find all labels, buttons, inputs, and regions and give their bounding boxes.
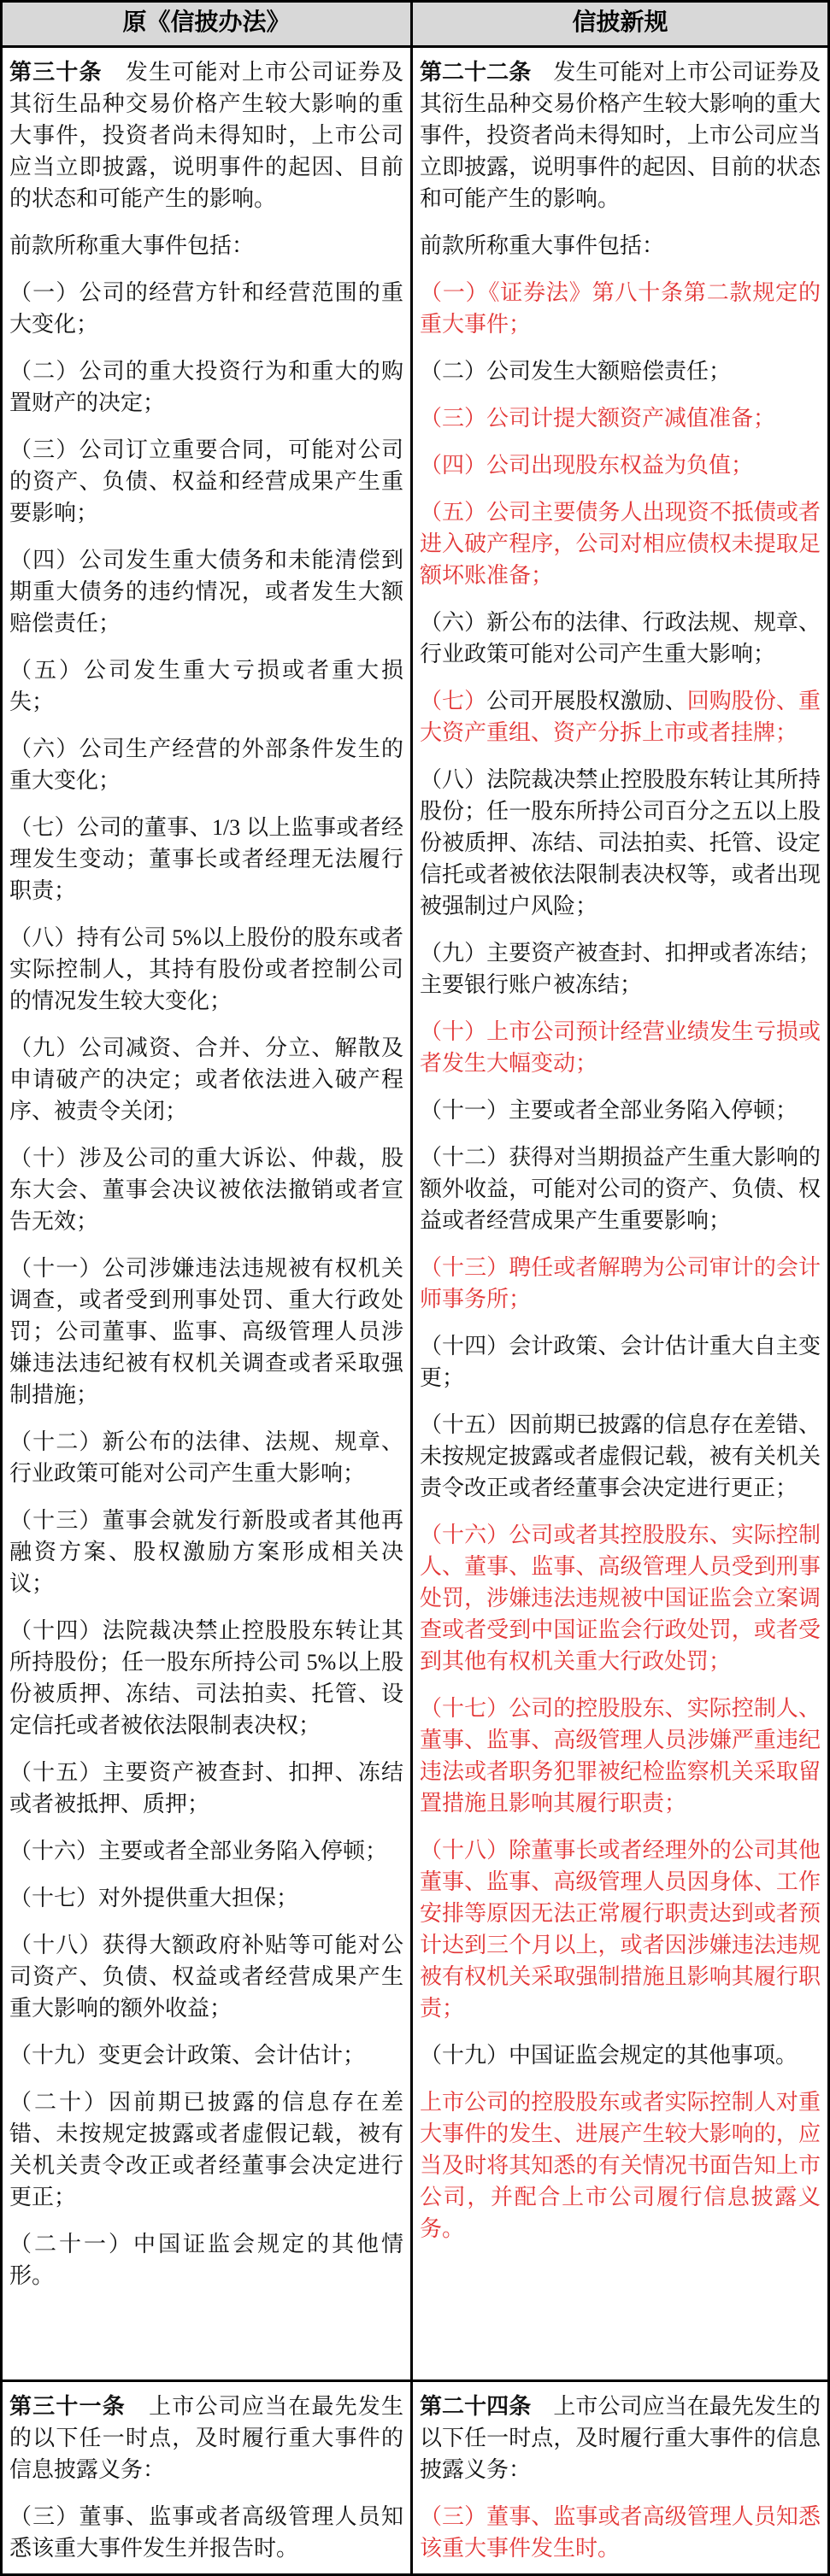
- paragraph: [420, 1834, 821, 2024]
- text-run-red: （一）《证券法》第八十条第二款规定的重大事件；: [420, 280, 821, 337]
- text-run-red: （四）公司出现股东权益为负值；: [420, 453, 754, 478]
- text-run: 第二十二条: [420, 60, 532, 85]
- paragraph: [420, 277, 821, 340]
- paragraph: [9, 1615, 403, 1741]
- text-run: （十四）会计政策、会计估计重大自主变更；: [420, 1334, 821, 1390]
- paragraph: [420, 402, 821, 434]
- text-run: （十二）获得对当期损益产生重大影响的额外收益，可能对公司的资产、负债、权益或者经营成果产生重要影响；: [420, 1145, 821, 1233]
- paragraph: [9, 1253, 403, 1411]
- text-run: （十九）中国证监会规定的其他事项。: [420, 2043, 798, 2068]
- paragraph: [9, 2391, 403, 2485]
- text-run: （七）公司的董事、1/3 以上监事或者经理发生变动；董事长或者经理无法履行职责；: [9, 815, 403, 903]
- paragraph: [9, 2039, 403, 2071]
- text-run: （十五）主要资产被查封、扣押、冻结或者被抵押、质押；: [9, 1760, 403, 1816]
- text-run: （八）持有公司 5%以上股份的股东或者实际控制人，其持有股份或者控制公司的情况发生较大变化；: [9, 925, 403, 1013]
- new-regulation-article-24-cell: [413, 2382, 827, 2573]
- paragraph: [9, 1882, 403, 1914]
- header-new-regulation: 信披新规: [413, 3, 827, 48]
- text-run-red: 回购股份、重大资产重组、资产分拆上市或者挂牌；: [420, 689, 821, 745]
- text-run: （八）法院裁决禁止控股股东转让其所持股份；任一股东所持公司百分之五以上股份被质押、冻结、司法拍卖、托管、设定信托或者被依法限制表决权等，或者出现被强制过户风险；: [420, 767, 821, 918]
- text-run: 发生可能对上市公司证券及其衍生品种交易价格产生较大影响的重大事件，投资者尚未得知时，上市公司应当立即披露，说明事件的起因、目前的状态和可能产生的影响。: [9, 60, 403, 211]
- paragraph: [420, 1141, 821, 1236]
- paragraph: [9, 2228, 403, 2291]
- text-run: （十二）新公布的法律、法规、规章、行业政策可能对公司产生重大影响；: [9, 1429, 403, 1486]
- text-run: 公司开展股权激励、: [486, 689, 687, 713]
- text-run: （十六）主要或者全部业务陷入停顿；: [9, 1839, 388, 1863]
- paragraph: [420, 764, 821, 922]
- text-run: 前款所称重大事件包括：: [9, 233, 255, 258]
- paragraph: [9, 355, 403, 419]
- text-run: （二十一）中国证监会规定的其他情形。: [9, 2232, 403, 2288]
- text-run: 第三十一条: [9, 2394, 126, 2419]
- text-run: （十一）公司涉嫌违法违规被有权机关调查，或者受到刑事处罚、重大行政处罚；公司董事、监事、高级管理人员涉嫌违法违纪被有权机关调查或者采取强制措施；: [9, 1256, 403, 1407]
- paragraph: [420, 1330, 821, 1394]
- text-run: （三）董事、监事或者高级管理人员知悉该重大事件发生并报告时。: [9, 2504, 403, 2561]
- header-old-regulation: 原《信披办法》: [3, 3, 413, 48]
- paragraph: [9, 434, 403, 529]
- text-run: （十）涉及公司的重大诉讼、仲裁，股东大会、董事会决议被依法撤销或者宣告无效；: [9, 1146, 403, 1234]
- text-run: （十七）对外提供重大担保；: [9, 1886, 299, 1910]
- text-run-red: （十）上市公司预计经营业绩发生亏损或者发生大幅变动；: [420, 1019, 821, 1076]
- new-regulation-article-22-cell: [413, 48, 827, 2382]
- paragraph: [420, 1016, 821, 1079]
- paragraph: [420, 2086, 821, 2244]
- paragraph: [9, 2086, 403, 2213]
- paragraph: [9, 1835, 403, 1867]
- text-run-red: （十六）公司或者其控股股东、实际控制人、董事、监事、高级管理人员受到刑事处罚，涉嫌违法违规被中国证监会立案调查或者受到中国证监会行政处罚，或者受到其他有权机关重大行政处罚；: [420, 1523, 821, 1674]
- paragraph: [9, 654, 403, 718]
- text-run-red: （十七）公司的控股股东、实际控制人、董事、监事、高级管理人员涉嫌严重违纪违法或者职务犯罪被纪检监察机关采取留置措施且影响其履行职责；: [420, 1696, 821, 1816]
- paragraph: [420, 2391, 821, 2485]
- text-run: （一）公司的经营方针和经营范围的重大变化；: [9, 280, 403, 337]
- paragraph: [9, 2501, 403, 2564]
- text-run-red: 上市公司的控股股东或者实际控制人对重大事件的发生、进展产生较大影响的，应当及时将其知悉的有关情况书面告知上市公司，并配合上市公司履行信息披露义务。: [420, 2090, 821, 2241]
- text-run-red: （十三）聘任或者解聘为公司审计的会计师事务所；: [420, 1255, 821, 1311]
- old-regulation-article-30-cell: [3, 48, 413, 2382]
- text-run-red: （三）公司计提大额资产减值准备；: [420, 406, 776, 431]
- paragraph: [9, 733, 403, 796]
- paragraph: [9, 1505, 403, 1599]
- paragraph: [9, 1929, 403, 2024]
- paragraph: [9, 1426, 403, 1489]
- text-run-red: （七）: [420, 689, 487, 713]
- paragraph: [9, 1757, 403, 1820]
- text-run: （二）公司发生大额赔偿责任；: [420, 359, 732, 384]
- paragraph: [9, 56, 403, 214]
- paragraph: [420, 1094, 821, 1126]
- old-regulation-article-31-cell: [3, 2382, 413, 2573]
- text-run: （六）新公布的法律、行政法规、规章、行业政策可能对公司产生重大影响；: [420, 610, 821, 666]
- text-run-red: （五）公司主要债务人出现资不抵债或者进入破产程序，公司对相应债权未提取足额坏账准备；: [420, 500, 821, 588]
- text-run: 上市公司应当在最先发生的以下任一时点，及时履行重大事件的信息披露义务：: [9, 2394, 403, 2482]
- text-run: （十一）主要或者全部业务陷入停顿；: [420, 1098, 798, 1123]
- text-run: （六）公司生产经营的外部条件发生的重大变化；: [9, 736, 403, 793]
- paragraph: [9, 277, 403, 340]
- text-run: 前款所称重大事件包括：: [420, 233, 665, 258]
- paragraph: [420, 1519, 821, 1677]
- paragraph: [420, 496, 821, 591]
- text-run: 第三十条: [9, 60, 103, 85]
- text-run: （九）公司减资、合并、分立、解散及申请破产的决定；或者依法进入破产程序、被责令关闭；: [9, 1036, 403, 1124]
- paragraph: [420, 1693, 821, 1819]
- paragraph: [420, 230, 821, 261]
- paragraph: [420, 685, 821, 748]
- text-run: （九）主要资产被查封、扣押或者冻结；主要银行账户被冻结；: [420, 941, 821, 997]
- text-run: （四）公司发生重大债务和未能清偿到期重大债务的违约情况，或者发生大额赔偿责任；: [9, 548, 403, 636]
- text-run-red: （三）董事、监事或者高级管理人员知悉该重大事件发生时。: [420, 2504, 821, 2561]
- paragraph: [9, 230, 403, 261]
- text-run: （十八）获得大额政府补贴等可能对公司资产、负债、权益或者经营成果产生重大影响的额外收益；: [9, 1933, 403, 2021]
- text-run: （二十）因前期已披露的信息存在差错、未按规定披露或者虚假记载，被有关机关责令改正或者经董事会决定进行更正；: [9, 2090, 403, 2209]
- paragraph: [9, 1032, 403, 1127]
- paragraph: [420, 2039, 821, 2071]
- text-run: （十五）因前期已披露的信息存在差错、未按规定披露或者虚假记载，被有关机关责令改正或者经董事会决定进行更正；: [420, 1412, 821, 1500]
- text-run: 发生可能对上市公司证券及其衍生品种交易价格产生较大影响的重大事件，投资者尚未得知时，上市公司应当立即披露，说明事件的起因、目前的状态和可能产生的影响。: [420, 60, 821, 211]
- paragraph: [9, 922, 403, 1017]
- paragraph: [9, 812, 403, 907]
- paragraph: [420, 56, 821, 214]
- text-run: （三）公司订立重要合同，可能对公司的资产、负债、权益和经营成果产生重要影响；: [9, 437, 403, 525]
- paragraph: [420, 1409, 821, 1504]
- paragraph: [420, 355, 821, 387]
- text-run: 上市公司应当在最先发生的以下任一时点，及时履行重大事件的信息披露义务：: [420, 2394, 821, 2482]
- text-run: 第二十四条: [420, 2394, 532, 2419]
- paragraph: [420, 2501, 821, 2564]
- text-run: （二）公司的重大投资行为和重大的购置财产的决定；: [9, 359, 403, 415]
- paragraph: [9, 544, 403, 639]
- paragraph: [420, 1252, 821, 1315]
- paragraph: [9, 1142, 403, 1237]
- paragraph: [420, 937, 821, 1000]
- text-run: （十四）法院裁决禁止控股股东转让其所持股份；任一股东所持公司 5%以上股份被质押、冻结、司法拍卖、托管、设定信托或者被依法限制表决权；: [9, 1618, 403, 1738]
- text-run: （十九）变更会计政策、会计估计；: [9, 2043, 366, 2068]
- paragraph: [420, 449, 821, 481]
- text-run: （五）公司发生重大亏损或者重大损失；: [9, 658, 403, 714]
- paragraph: [420, 607, 821, 670]
- text-run-red: （十八）除董事长或者经理外的公司其他董事、监事、高级管理人员因身体、工作安排等原因无法正常履行职责达到或者预计达到三个月以上，或者因涉嫌违法违规被有权机关采取强制措施且影响其履行职责；: [420, 1838, 821, 2021]
- text-run: （十三）董事会就发行新股或者其他再融资方案、股权激励方案形成相关决议；: [9, 1508, 403, 1596]
